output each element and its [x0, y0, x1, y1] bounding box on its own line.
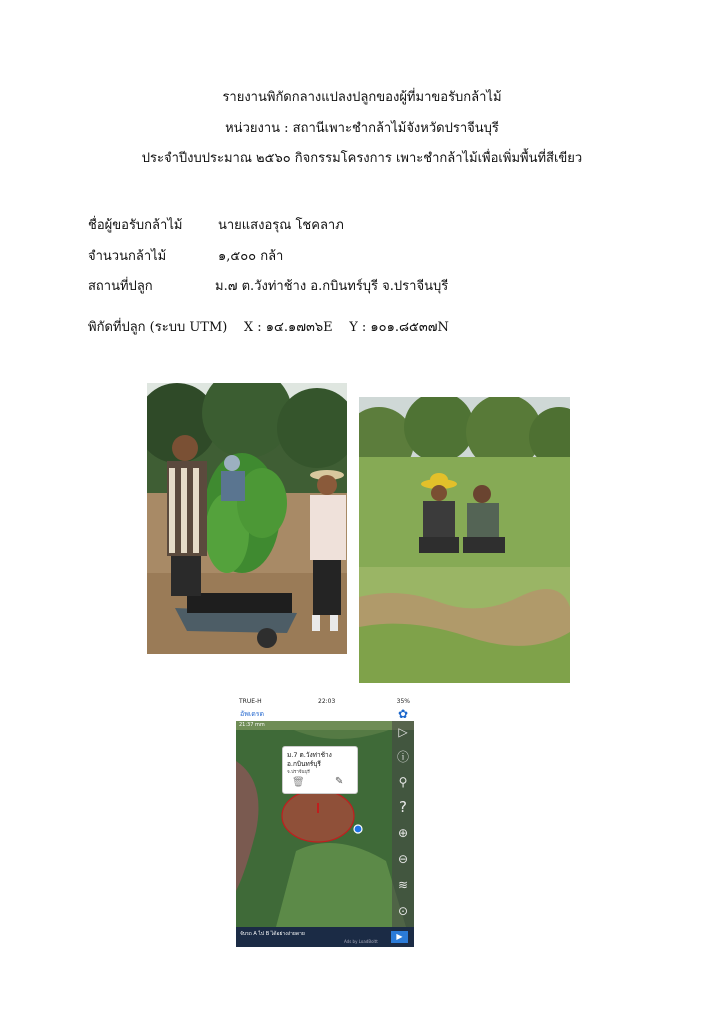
location-label: สถานที่ปลูก: [88, 279, 153, 294]
play-icon[interactable]: ▶: [391, 931, 408, 943]
ad-sub: Ads by LoadBoltt: [344, 939, 378, 944]
location-value: ม.๗ ต.วังท่าช้าง อ.กบินทร์บุรี จ.ปราจีนบุรี: [215, 279, 449, 294]
ad-text: จับรถ A ไป B ได้อย่างง่ายดาย: [240, 931, 305, 937]
location-row: [88, 279, 449, 295]
update-button[interactable]: อัพเดรด: [240, 710, 265, 718]
popup-village: ม.7 ต.วังท่าช้าง: [287, 751, 332, 759]
quantity-value: ๑,๕๐๐ กล้า: [218, 249, 284, 264]
report-title: รายงานพิกัดกลางแปลงปลูกของผู้ที่มาขอรับกล้าไม้: [222, 90, 502, 105]
gear-icon[interactable]: ✿: [397, 707, 408, 721]
recipient-label: ชื่อผู้ขอรับกล้าไม้: [88, 218, 183, 233]
coords-row: [88, 320, 449, 336]
app-navbar: [236, 707, 414, 721]
coords-y: Y : ๑๐๑.๘๕๓๗N: [349, 320, 449, 335]
status-bar: [236, 697, 414, 707]
zoom-in-icon[interactable]: ⊕: [397, 826, 409, 840]
planting-site-photo: [359, 397, 570, 683]
recipient-value: นายแสงอรุณ โชคลาภ: [218, 218, 344, 233]
map-app-screenshot: [236, 697, 414, 947]
gps-strip: [236, 721, 414, 730]
search-icon[interactable]: ⚲: [398, 775, 408, 789]
coords-label: พิกัดที่ปลูก (ระบบ UTM): [88, 320, 228, 335]
battery-label: 35%: [396, 698, 410, 705]
clock-label: 22:03: [318, 698, 336, 705]
gps-time-label: 21:37 mm: [239, 722, 265, 728]
info-icon[interactable]: ⓘ: [396, 750, 409, 764]
fiscal-year-line: ประจำปีงบประมาณ ๒๕๖๐ กิจกรรมโครงการ เพาะชำกล้าไม้เพื่อเพิ่มพื้นที่สีเขียว: [141, 151, 583, 166]
quantity-label: จำนวนกล้าไม้: [88, 249, 167, 264]
quantity-row: [88, 249, 284, 265]
recipient-row: [88, 218, 344, 234]
coords-x: X : ๑๔.๑๗๓๖E: [243, 320, 333, 335]
trash-icon[interactable]: 🗑: [292, 777, 305, 788]
map-toolbar: [392, 721, 414, 927]
carrier-label: TRUE-H: [239, 698, 262, 705]
popup-district: อ.กบินทร์บุรี: [287, 760, 321, 768]
layers-icon[interactable]: ≋: [397, 878, 409, 892]
zoom-out-icon[interactable]: ⊖: [397, 852, 409, 866]
ad-banner[interactable]: [236, 927, 414, 947]
agency-line: หน่วยงาน : สถานีเพาะชำกล้าไม้จังหวัดปราจีนบุรี: [225, 121, 499, 136]
location-popup: [282, 746, 358, 794]
seedling-handover-photo: [147, 383, 347, 654]
play-icon[interactable]: ▷: [398, 725, 408, 739]
locate-icon[interactable]: ⊙: [397, 904, 409, 918]
edit-icon[interactable]: ✎: [335, 776, 344, 787]
popup-province: จ.ปราจีนบุรี: [287, 770, 310, 775]
help-icon[interactable]: ?: [399, 798, 407, 816]
